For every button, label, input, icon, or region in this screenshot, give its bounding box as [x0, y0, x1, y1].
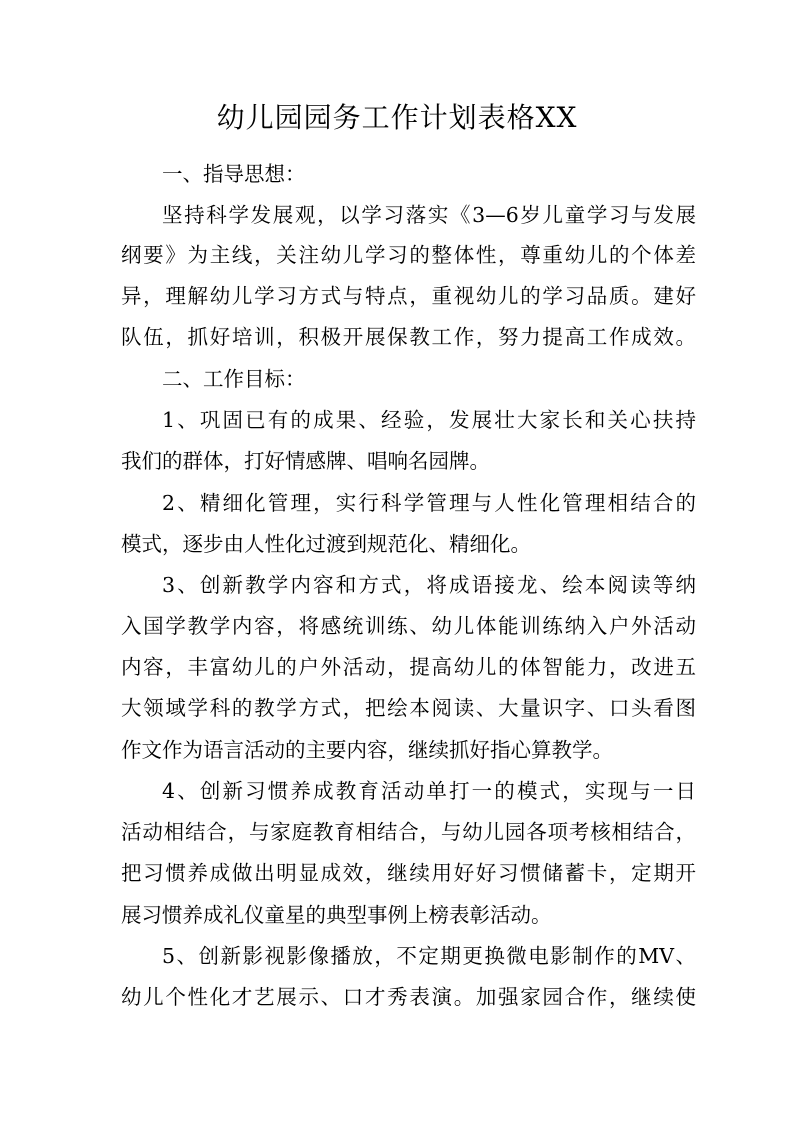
text-line: 展习惯养成礼仪童星的典型事例上榜表彰活动。 [121, 903, 552, 927]
text-line: 5、创新影视影像播放，不定期更换微电影制作的MV、 [162, 944, 696, 968]
text-line: 活动相结合，与家庭教育相结合，与幼儿园各项考核相结合， [121, 820, 696, 844]
text-line: 2、精细化管理，实行科学管理与人性化管理相结合的 [162, 491, 696, 515]
text-line: 3、创新教学内容和方式，将成语接龙、绘本阅读等纳 [162, 573, 696, 597]
text-line: 队伍，抓好培训，积极开展保教工作，努力提高工作成效。 [121, 325, 696, 349]
text-line: 大领域学科的教学方式，把绘本阅读、大量识字、口头看图 [121, 696, 696, 720]
text-line: 纲要》为主线，关注幼儿学习的整体性，尊重幼儿的个体差 [121, 243, 696, 267]
text-line: 把习惯养成做出明显成效，继续用好好习惯储蓄卡，定期开 [121, 861, 696, 885]
text-line: 模式，逐步由人性化过渡到规范化、精细化。 [121, 532, 531, 556]
text-line: 坚持科学发展观，以学习落实《3—6岁儿童学习与发展 [162, 203, 696, 227]
text-line: 幼儿个性化才艺展示、口才秀表演。加强家园合作，继续使 [121, 985, 696, 1009]
text-line: 1、巩固已有的成果、经验，发展壮大家长和关心扶持 [162, 408, 696, 432]
section-heading-work-goals: 二、工作目标： [162, 367, 306, 391]
text-line: 异，理解幼儿学习方式与特点，重视幼儿的学习品质。建好 [121, 284, 696, 308]
section-heading-guiding-ideology: 一、指导思想： [162, 162, 306, 186]
text-line: 内容，丰富幼儿的户外活动，提高幼儿的体智能力，改进五 [121, 655, 696, 679]
text-line: 入国学教学内容，将感统训练、幼儿体能训练纳入户外活动 [121, 614, 696, 638]
document-title: 幼儿园园务工作计划表格XX [216, 101, 578, 134]
text-line: 我们的群体，打好情感牌、唱响名园牌。 [121, 449, 490, 473]
text-line: 作文作为语言活动的主要内容，继续抓好指心算教学。 [121, 738, 613, 762]
text-line: 4、创新习惯养成教育活动单打一的模式，实现与一日 [162, 779, 696, 803]
